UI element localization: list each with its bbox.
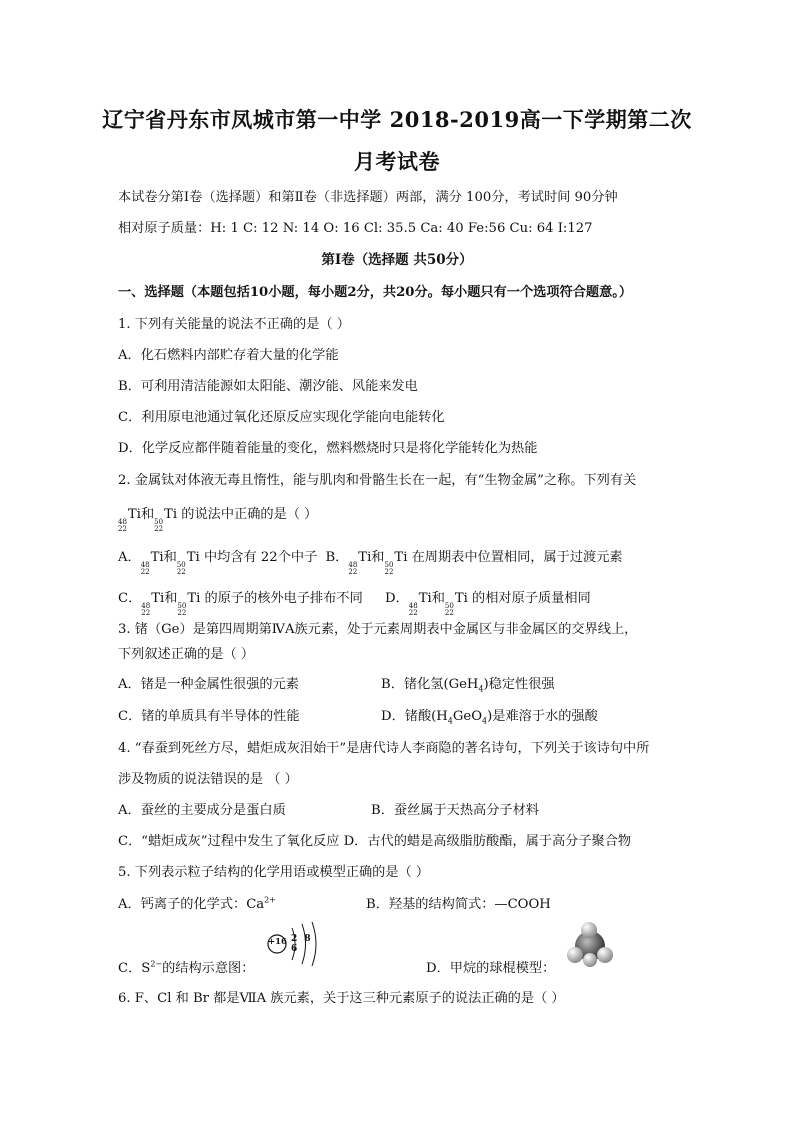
exam-title-line1: 辽宁省丹东市凤城市第一中学 2018-2019高一下学期第二次 <box>102 107 692 132</box>
electron-shell-counts: 2 8 6 <box>291 934 313 954</box>
q5-option-c: C．$S^{2-}$的结构示意图： <box>118 959 255 976</box>
q4-option-a: A．蚕丝的主要成分是蛋白质 <box>118 803 286 818</box>
q3-option-c: C．锗的单质具有半导体的性能 <box>118 709 300 724</box>
q4-stem-line1: 4. “春蚕到死丝方尽，蜡炬成灰泪始干”是唐代诗人李商隐的著名诗句，下列关于该诗句中所 <box>118 741 650 756</box>
sulfide-structure-diagram <box>262 918 324 970</box>
q2-stem-line1: 2. 金属钛对体液无毒且惰性，能与肌肉和骨骼生长在一起，有“生物金属”之称。下列有关 <box>118 473 637 488</box>
nuclide-ti50: 50 22 <box>154 518 164 533</box>
q1-option-d: D．化学反应都伴随着能量的变化，燃料燃烧时只是将化学能转化为热能 <box>118 441 538 456</box>
q2-stem-line2: 48 22 Ti和 50 22 Ti 的说法中正确的是（ ） <box>118 507 318 533</box>
section-title: 第Ⅰ卷（选择题 共50分） <box>321 252 473 268</box>
methane-ball-model-icon <box>565 922 615 970</box>
nuclide-ti48: 48 22 <box>118 518 127 533</box>
q3-stem-line1: 3. 锗（Ge）是第四周期第ⅣA族元素，处于元素周期表中金属区与非金属区的交界线上， <box>118 622 638 637</box>
q1-option-a: A．化石燃料内部贮存着大量的化学能 <box>118 348 339 363</box>
q6-stem: 6. F、Cl 和 Br 都是ⅦA 族元素，关于这三种元素原子的说法正确的是（ ） <box>118 991 565 1006</box>
q3-option-d: D．锗酸$(H_4GeO_4)$是难溶于水的强酸 <box>381 709 598 726</box>
q3-option-a: A．锗是一种金属性很强的元素 <box>118 677 299 692</box>
atomic-mass-line: 相对原子质量：H: 1 C: 12 N: 14 O: 16 Cl: 35.5 Ca: 40 Fe:56 Cu: 64 I:127 <box>118 221 593 236</box>
q5-stem: 5. 下列表示粒子结构的化学用语或模型正确的是（ ） <box>118 865 430 880</box>
part1-header: 一、选择题（本题包括10小题，每小题2分，共20分。每小题只有一个选项符合题意。） <box>118 285 633 300</box>
q3-stem-line2: 下列叙述正确的是（ ） <box>118 647 255 662</box>
q5-option-b: B．羟基的结构简式：—COOH <box>366 897 551 912</box>
q2-option-ab: A． 48 22 Ti和 50 22 Ti 中均含有 22个中子 B． 48 22 Ti和 50 22 Ti 在周期表中位置相同，属于过渡元素 <box>118 550 623 576</box>
q5-option-d: D．甲烷的球棍模型： <box>426 961 556 976</box>
intro-line1: 本试卷分第Ⅰ卷（选择题）和第Ⅱ卷（非选择题）两部，满分 100分，考试时间 90分钟 <box>118 190 618 205</box>
q1-option-c: C．利用原电池通过氧化还原反应实现化学能向电能转化 <box>118 410 445 425</box>
q4-stem-line2: 涉及物质的说法错误的是 （ ） <box>118 772 298 787</box>
q2-option-cd: C． 48 22 Ti和 50 22 Ti 的原子的核外电子排布不同 D． 48 22 Ti和 50 22 Ti 的相对原子质量相同 <box>118 591 591 617</box>
q4-option-cd: C．“蜡炬成灰”过程中发生了氧化反应 D．古代的蜡是高级脂肪酸酯，属于高分子聚合物 <box>118 834 632 849</box>
exam-title-line2: 月考试卷 <box>354 149 440 174</box>
q1-stem: 1. 下列有关能量的说法不正确的是（ ） <box>118 317 350 332</box>
q1-option-b: B．可利用清洁能源如太阳能、潮汐能、风能来发电 <box>118 379 418 394</box>
q4-option-b: B．蚕丝属于天热高分子材料 <box>371 803 539 818</box>
q5-option-a: A．钙离子的化学式：$Ca^{2+}$ <box>118 895 276 912</box>
q3-option-b: B．锗化氢(GeH$_4$)稳定性很强 <box>381 677 555 694</box>
nucleus-charge-label: +16 <box>268 937 287 947</box>
